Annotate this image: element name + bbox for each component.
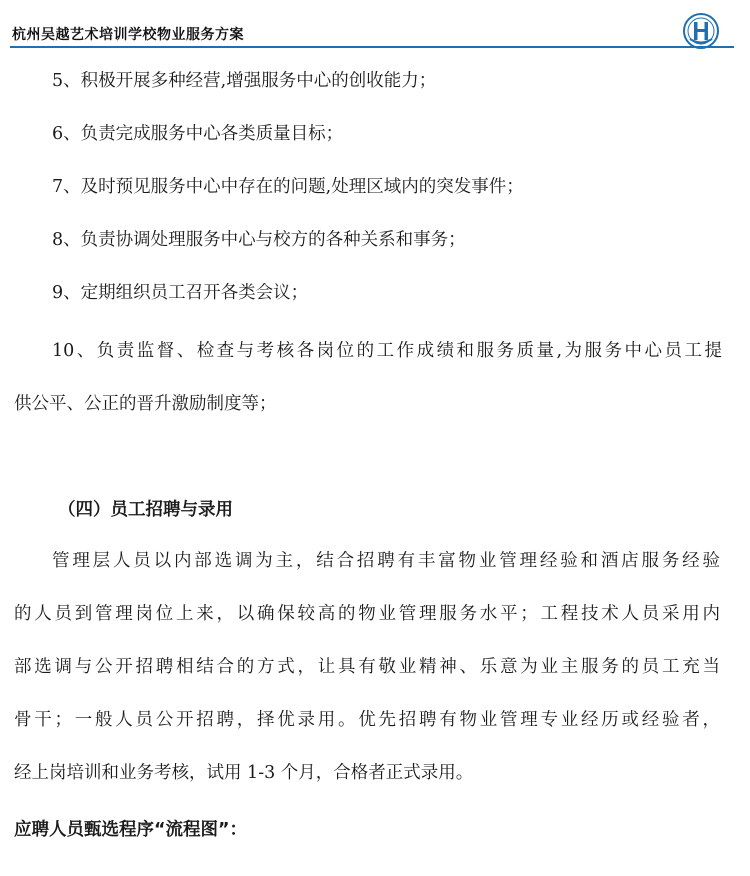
list-item-10-line-2: 供公平、公正的晋升激励制度等； xyxy=(14,394,277,414)
flowchart-subheading: 应聘人员甄选程序“流程图”： xyxy=(14,820,248,840)
paragraph-line-5: 经上岗培训和业务考核，试用 1-3 个月，合格者正式录用。 xyxy=(14,763,474,783)
list-item-8: 8、负责协调处理服务中心与校方的各种关系和事务； xyxy=(52,230,466,250)
list-item-10-line-1 xyxy=(52,340,722,362)
paragraph-line-3-text: 部选调与公开招聘相结合的方式，让具有敬业精神、乐意为业主服务的员工充当 xyxy=(14,657,720,677)
list-item-7: 7、及时预见服务中心中存在的问题,处理区域内的突发事件； xyxy=(52,177,524,197)
school-logo-icon xyxy=(682,12,720,50)
paragraph-line-2 xyxy=(14,603,720,625)
paragraph-line-1-text: 管理层人员以内部选调为主，结合招聘有丰富物业管理经验和酒店服务经验 xyxy=(52,551,720,571)
paragraph-line-4 xyxy=(14,709,720,731)
document-title: 杭州吴越艺术培训学校物业服务方案 xyxy=(12,27,244,43)
list-item-6: 6、负责完成服务中心各类质量目标； xyxy=(52,124,344,144)
paragraph-line-4-text: 骨干；一般人员公开招聘，择优录用。优先招聘有物业管理专业经历或经验者， xyxy=(14,710,720,730)
page-header xyxy=(0,0,750,50)
header-divider xyxy=(10,46,734,48)
section-heading: （四）员工招聘与录用 xyxy=(58,500,233,520)
paragraph-line-1 xyxy=(52,550,720,572)
list-item-5: 5、积极开展多种经营,增强服务中心的创收能力； xyxy=(52,71,437,91)
paragraph-line-2-text: 的人员到管理岗位上来，以确保较高的物业管理服务水平；工程技术人员采用内 xyxy=(14,604,720,624)
list-item-9: 9、定期组织员工召开各类会议； xyxy=(52,283,309,303)
list-item-10-text-1: 10、负责监督、检查与考核各岗位的工作成绩和服务质量,为服务中心员工提 xyxy=(52,341,722,361)
paragraph-line-3 xyxy=(14,656,720,678)
